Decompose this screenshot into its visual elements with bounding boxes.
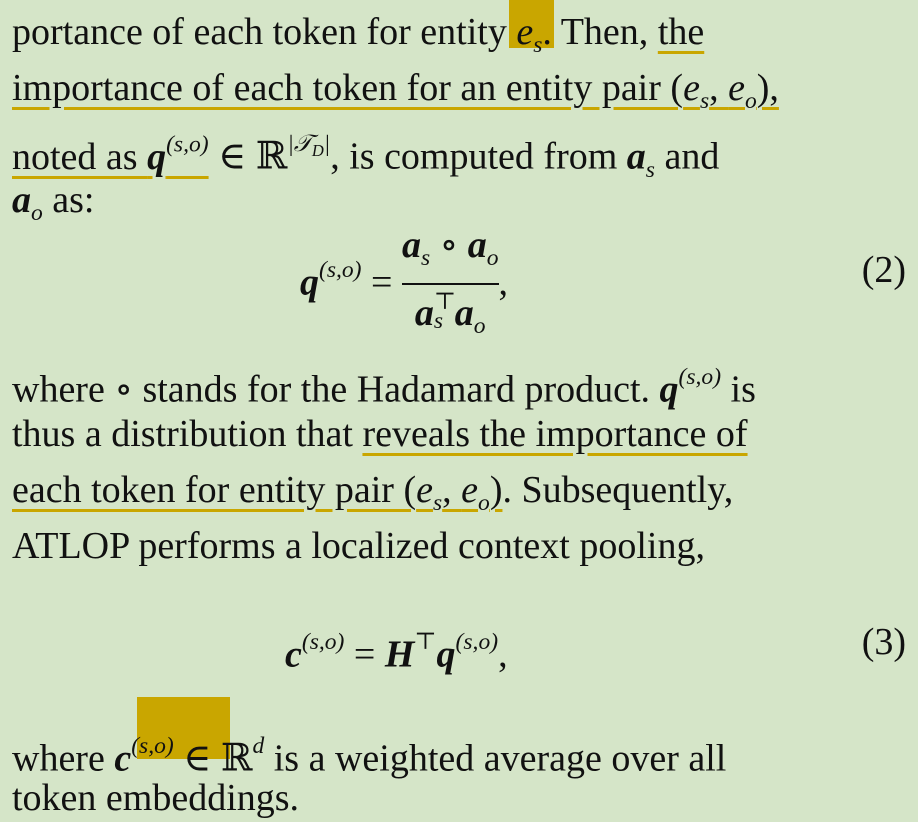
text-span: as: <box>42 179 95 221</box>
math-superscript: (s,o) <box>166 131 209 157</box>
text-span: . Subsequently, <box>502 469 734 511</box>
underlined-text: reveals the importance of <box>362 413 748 455</box>
math-a: a <box>414 292 434 335</box>
text-span: , <box>442 469 462 511</box>
text-span: ), <box>756 67 779 109</box>
fraction-denominator <box>402 287 499 349</box>
text-span: tity <box>456 11 517 53</box>
equation-3 <box>285 618 508 679</box>
text-span: | <box>323 131 331 157</box>
math-superscript: (s,o) <box>301 629 345 655</box>
fraction <box>402 222 499 349</box>
math-q: q <box>659 368 679 411</box>
text-span: is <box>721 368 756 411</box>
math-a: a <box>626 135 646 178</box>
text-span: thus a distribution that <box>12 413 363 455</box>
para1-line3 <box>12 120 719 194</box>
text-span: importance of each token for an entity pair ( <box>12 67 684 109</box>
math-superscript: (s,o) <box>455 629 499 655</box>
math-entity: e <box>416 469 433 511</box>
text-span: is a weighted average over all <box>264 737 727 780</box>
math-a: a <box>12 179 31 221</box>
math-subscript: o <box>486 245 499 272</box>
underlined-text: the <box>657 11 705 53</box>
math-subscript: s <box>420 245 431 272</box>
math-a: a <box>454 292 474 335</box>
text-span: portance of each token for <box>12 11 421 53</box>
math-subscript: D <box>311 140 324 160</box>
math-subscript: s <box>645 156 655 183</box>
text-span: . Then, <box>542 11 658 53</box>
math-entity: e <box>683 67 700 109</box>
text-span: , <box>498 633 508 676</box>
equation-number-2: (2) <box>861 249 906 291</box>
text-span: noted as <box>12 135 148 178</box>
para2-line4 <box>12 522 705 570</box>
math-superscript: (s,o) <box>678 364 722 390</box>
equals-sign: = <box>344 633 385 676</box>
para3-line2 <box>12 774 299 822</box>
sub-sup-stack <box>433 287 457 334</box>
para2-line2 <box>12 410 748 458</box>
math-entity: e <box>516 11 534 53</box>
equation-number-3: (3) <box>861 621 906 663</box>
text-span: , <box>498 261 509 304</box>
math-superscript: d <box>252 733 265 759</box>
text-span: ∈ ℝ <box>208 135 288 178</box>
math-superscript <box>287 131 331 160</box>
math-superscript: ⊤ <box>414 629 437 655</box>
text-span: ) <box>489 469 503 511</box>
math-entity: e <box>461 469 479 511</box>
text-span: |𝒯 <box>287 131 312 157</box>
math-subscript: o <box>31 200 43 227</box>
equation-2 <box>300 222 508 349</box>
math-c: c <box>114 737 132 780</box>
math-entity: e <box>728 67 745 109</box>
math-H: H <box>384 633 415 676</box>
math-subscript: s <box>699 88 710 115</box>
text-span: , <box>709 67 729 109</box>
math-subscript: o <box>478 490 490 517</box>
underlined-span <box>12 131 209 178</box>
math-c: c <box>285 633 302 676</box>
text-span: and <box>654 135 720 178</box>
math-superscript: (s,o) <box>131 733 174 759</box>
underlined-span <box>12 469 503 517</box>
highlighted-text: en <box>420 11 457 53</box>
text-span: ∈ ℝ <box>173 737 253 780</box>
underlined-span <box>12 67 779 115</box>
math-subscript: o <box>473 313 486 340</box>
math-a: a <box>401 224 421 266</box>
math-q: q <box>436 633 456 676</box>
text-span: each token for entity pair ( <box>12 469 417 511</box>
math-q: q <box>147 135 167 178</box>
math-superscript: (s,o) <box>319 256 362 283</box>
para2-line1 <box>12 353 756 414</box>
text-span: where <box>12 737 115 780</box>
equals-sign: = <box>361 261 402 304</box>
math-a: a <box>467 224 487 266</box>
math-superscript: ⊤ <box>433 289 457 315</box>
math-subscript: s <box>432 490 443 517</box>
para1-line4 <box>12 176 95 237</box>
math-subscript: o <box>744 88 757 115</box>
fraction-numerator <box>402 222 499 281</box>
text-span: token embeddings. <box>12 777 300 819</box>
math-subscript: s <box>533 32 543 59</box>
para1-line1 <box>12 8 704 69</box>
para2-line3 <box>12 466 733 527</box>
text-span: , is computed from <box>330 135 627 178</box>
hadamard-operator: ∘ <box>430 224 468 266</box>
math-q: q <box>300 261 319 304</box>
text-span: where ∘ stands for the Hadamard product. <box>12 368 660 411</box>
para1-line2 <box>12 64 779 125</box>
math-subscript: s <box>433 307 444 334</box>
text-span: ATLOP performs a localized context pooling, <box>12 525 705 567</box>
